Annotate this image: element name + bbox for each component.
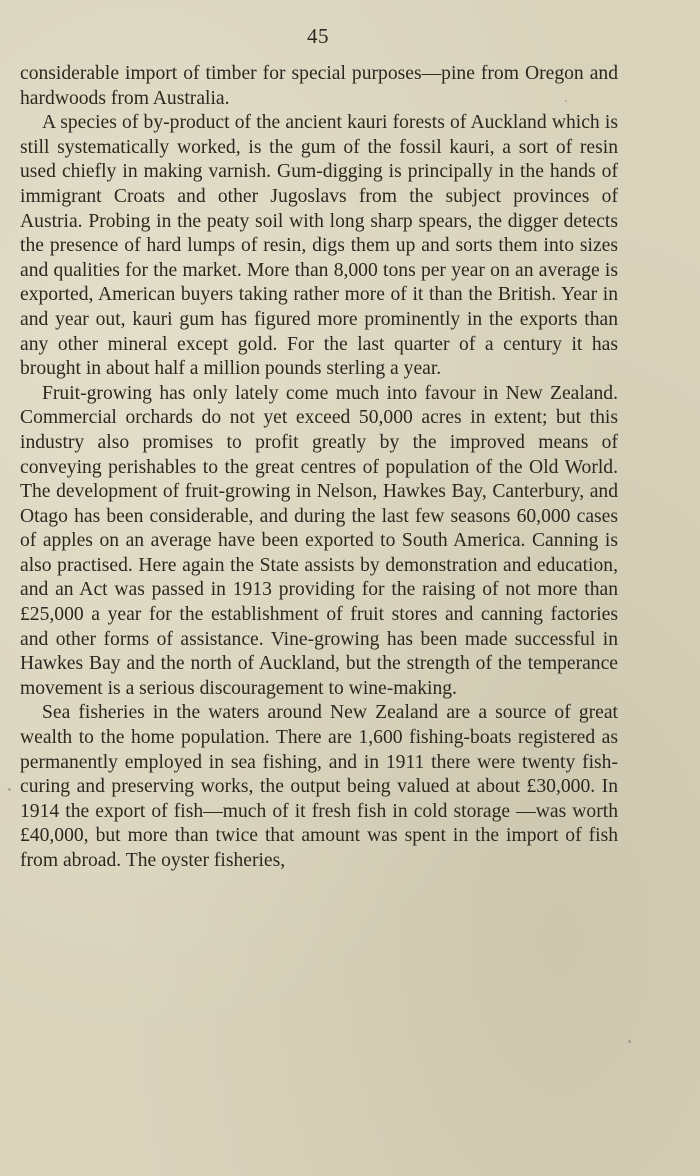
- paragraph-timber-import: considerable import of timber for special purposes—pine from Oregon and hardwoods from Australia.: [20, 63, 618, 109]
- paper-spot: [628, 1040, 631, 1043]
- paragraph-fruit-growing: Fruit-growing has only lately come much into favour in New Zealand. Commercial orchards do not yet exceed 50,000 acres in extent; but this industry also promises to profit greatly by the improved means of conveying perishables to the great centres of population of the Old World. The development of fruit-growing in Nelson, Hawkes Bay, Canterbury, and Otago has been considerable, and during the last few seasons 60,000 cases of apples on an average have been exported to South America. Canning is also practised. Here again the State assists by demonstration and education, and an Act was passed in 1913 providing for the raising of not more than £25,000 a year for the establishment of fruit stores and canning factories and other forms of assistance. Vine-growing has been made successful in Hawkes Bay and the north of Auckland, but the strength of the temperance movement is a serious discouragement to wine-making.: [20, 382, 618, 699]
- paragraph-kauri-gum: A species of by-product of the ancient kauri forests of Auckland which is still systematically worked, is the gum of the fossil kauri, a sort of resin used chiefly in making varnish. Gum-digging is principally in the hands of immigrant Croats and other Jugoslavs from the subject provinces of Austria. Probing in the peaty soil with long sharp spears, the digger detects the presence of hard lumps of resin, digs them up and sorts them into sizes and qualities for the market. More than 8,000 tons per year on an average is exported, American buyers taking rather more of it than the British. Year in and year out, kauri gum has figured more prominently in the exports than any other mineral except gold. For the last quarter of a century it has brought in about half a million pounds sterling a year.: [20, 112, 618, 380]
- page-number: 45: [307, 24, 329, 48]
- body-text: [20, 62, 618, 874]
- paragraph-sea-fisheries: Sea fisheries in the waters around New Zealand are a source of great wealth to the home population. There are 1,600 fishing-boats registered as permanently employed in sea fishing, and in 1911 there were twenty fish-curing and preserving works, the output being valued at about £30,000. In 1914 the export of fish—much of it fresh fish in cold storage —was worth £40,000, but more than twice that amount was spent in the import of fish from abroad. The oyster fisheries,: [20, 702, 618, 871]
- paper-spot: [565, 100, 567, 102]
- paper-spot: [8, 788, 11, 791]
